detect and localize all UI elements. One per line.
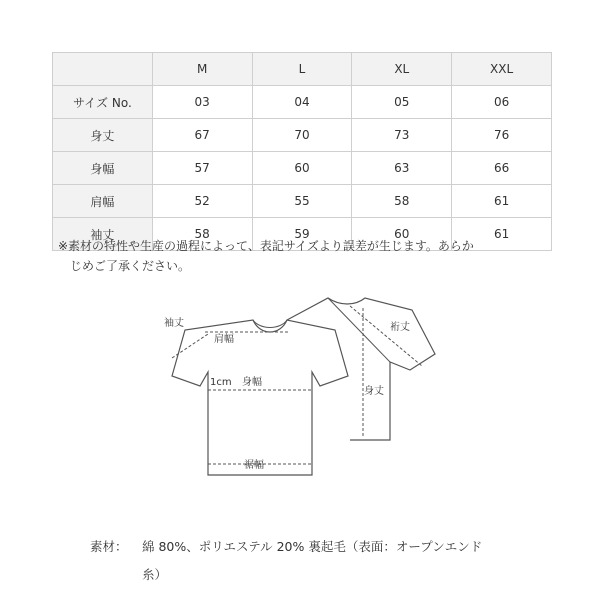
column-header: XXL xyxy=(452,53,552,86)
row-label: 肩幅 xyxy=(53,185,153,218)
table-cell: 73 xyxy=(352,119,452,152)
table-cell: 57 xyxy=(152,152,252,185)
table-cell: 70 xyxy=(252,119,352,152)
row-label: 身幅 xyxy=(53,152,153,185)
column-header: L xyxy=(252,53,352,86)
body-length-label: 身丈 xyxy=(364,386,384,397)
row-label: サイズ No. xyxy=(53,86,153,119)
table-row xyxy=(53,152,552,185)
table-cell: 67 xyxy=(152,119,252,152)
table-cell: 03 xyxy=(152,86,252,119)
tshirt-front-outline xyxy=(172,320,348,475)
material-info xyxy=(90,533,530,589)
tshirt-neck-rib xyxy=(253,320,287,328)
measurement-diagram xyxy=(150,290,450,490)
material-text-line-1: 綿 80%、ポリエステル 20% 裏起毛（表面：オープンエンド xyxy=(142,539,483,554)
table-cell: 59 xyxy=(252,218,352,251)
row-label: 身丈 xyxy=(53,119,153,152)
table-cell: 76 xyxy=(452,119,552,152)
table-row xyxy=(53,86,552,119)
table-cell: 63 xyxy=(352,152,452,185)
tshirt-diagram-svg xyxy=(150,290,450,490)
row-label: 袖丈 xyxy=(53,218,153,251)
material-text-line-2: 糸） xyxy=(142,567,168,582)
table-cell: 52 xyxy=(152,185,252,218)
size-header-row xyxy=(53,53,552,86)
table-cell: 60 xyxy=(352,218,452,251)
table-cell: 58 xyxy=(152,218,252,251)
sleeve-length-arrow xyxy=(172,334,208,358)
column-header: M xyxy=(152,53,252,86)
size-note xyxy=(58,236,538,276)
table-cell: 58 xyxy=(352,185,452,218)
size-table xyxy=(52,52,552,251)
note-line-2: じめご了承ください。 xyxy=(70,259,191,273)
table-row xyxy=(53,185,552,218)
note-line-1: ※素材の特性や生産の過程によって、表記サイズより誤差が生じます。あらか xyxy=(58,239,474,253)
column-header: XL xyxy=(352,53,452,86)
material-label: 素材： xyxy=(90,539,128,554)
table-cell: 05 xyxy=(352,86,452,119)
table-cell: 55 xyxy=(252,185,352,218)
table-cell: 61 xyxy=(452,218,552,251)
shoulder-width-label: 肩幅 xyxy=(214,334,234,345)
table-cell: 60 xyxy=(252,152,352,185)
tshirt-back-outline xyxy=(287,298,435,440)
table-cell: 66 xyxy=(452,152,552,185)
tshirt-raglan-seam xyxy=(328,298,390,362)
table-cell: 04 xyxy=(252,86,352,119)
hem-width-label: 裾幅 xyxy=(244,460,264,471)
table-cell: 61 xyxy=(452,185,552,218)
one-cm-label: 1cm xyxy=(210,377,232,388)
sleeve-length-label: 袖丈 xyxy=(164,318,184,329)
raglan-sleeve-length-arrow xyxy=(350,306,422,366)
raglan-sleeve-length-label: 裄丈 xyxy=(390,322,410,333)
table-cell: 06 xyxy=(452,86,552,119)
corner-cell xyxy=(53,53,153,86)
table-row xyxy=(53,119,552,152)
body-width-label: 身幅 xyxy=(242,377,262,388)
